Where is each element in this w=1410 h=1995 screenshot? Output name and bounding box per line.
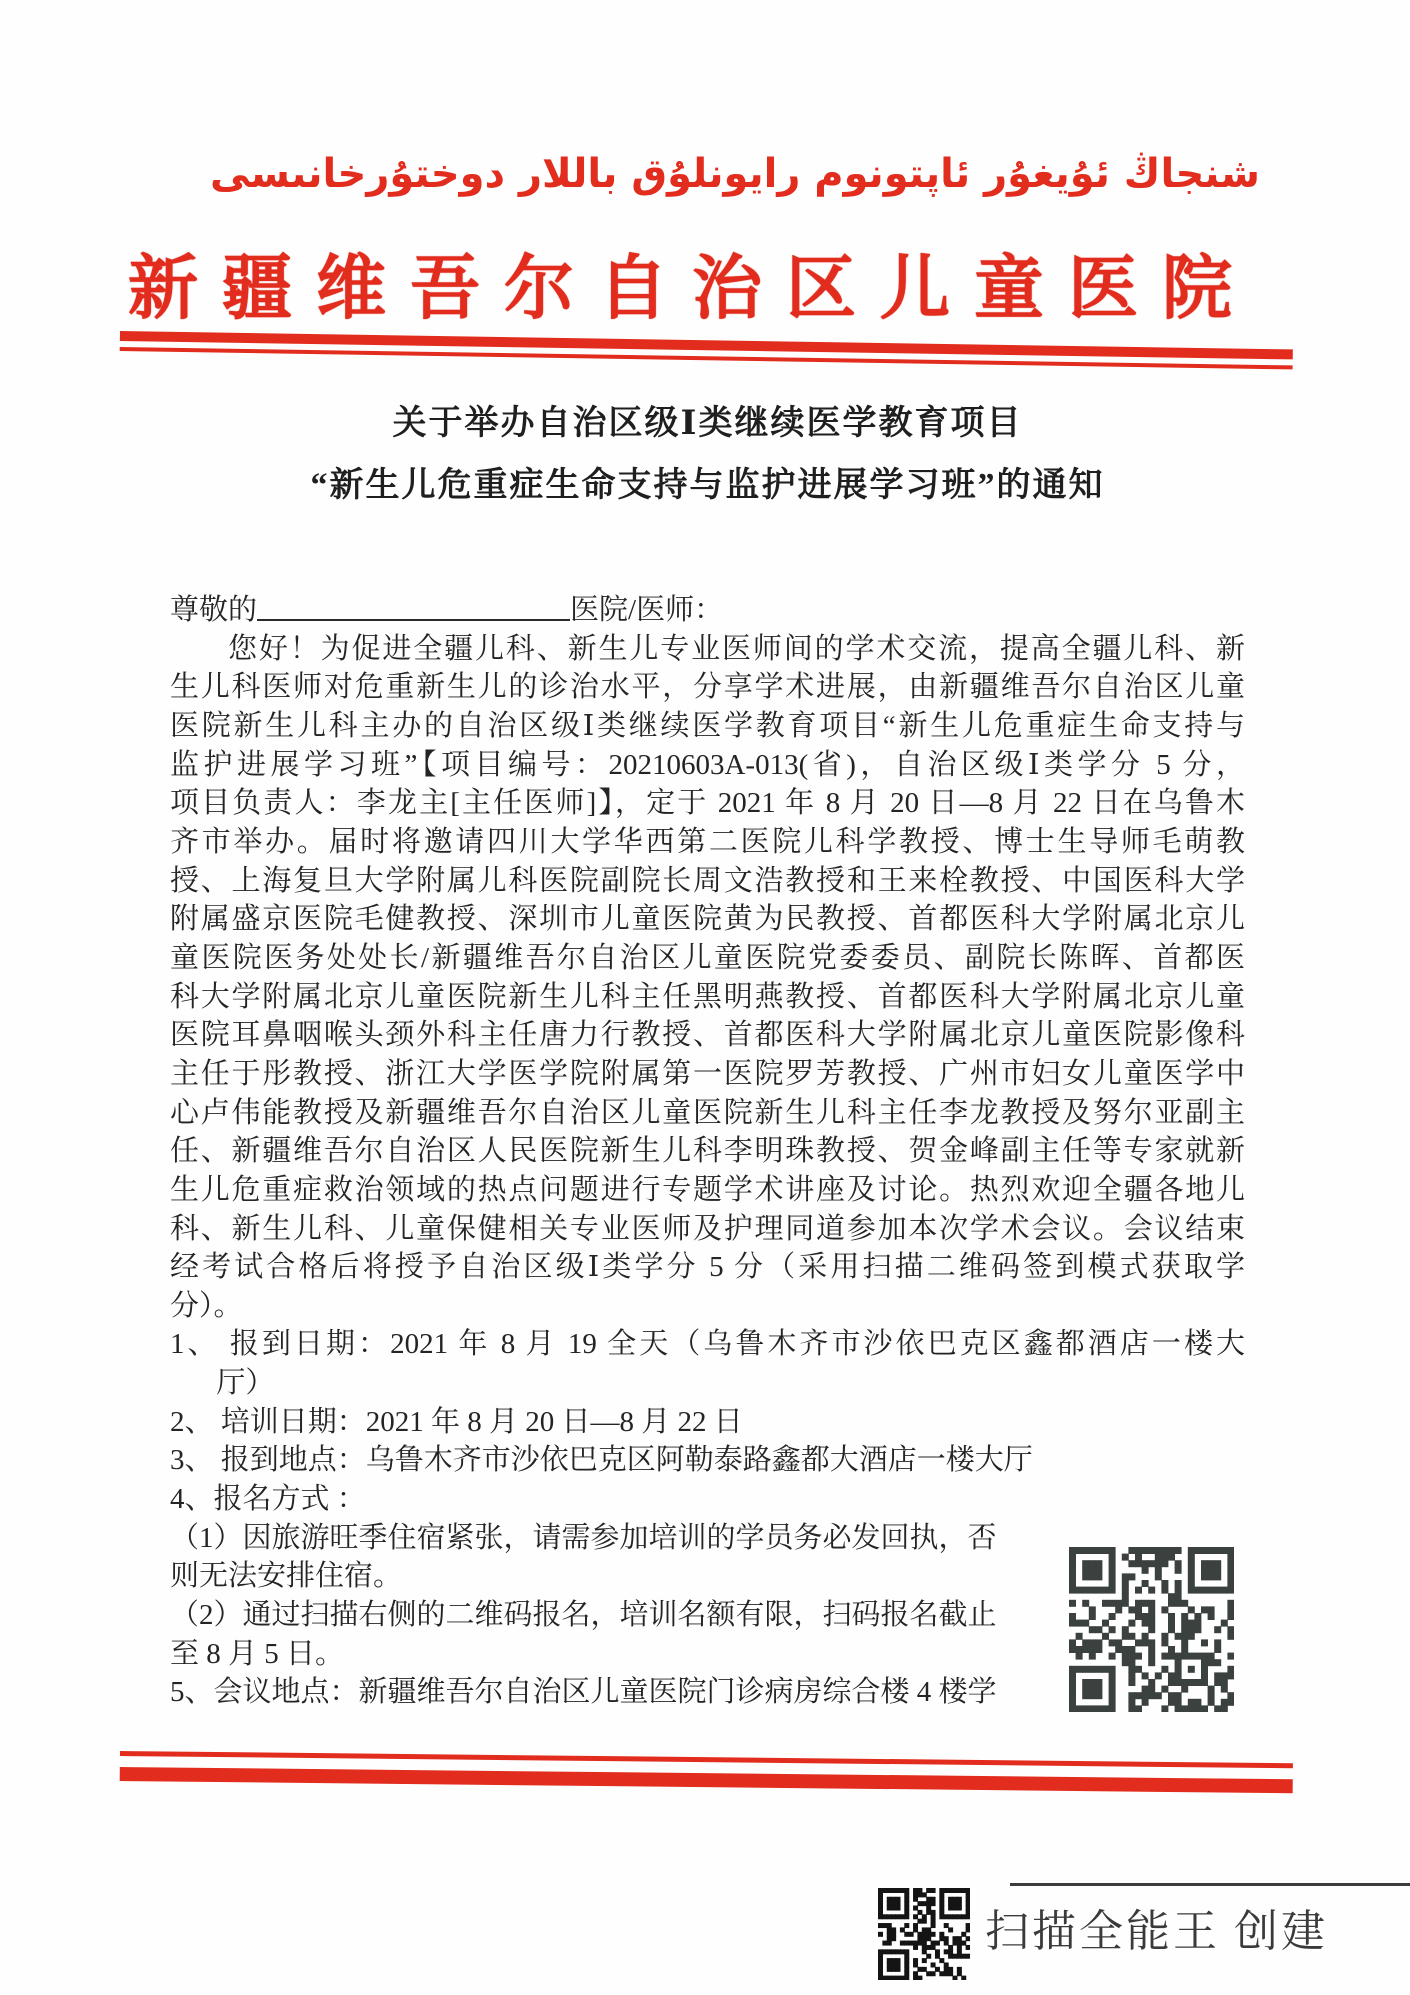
body-line: 您好！为促进全疆儿科、新生儿专业医师间的学术交流，提高全疆儿科、新 [228,632,1245,665]
page-footer-divider [120,1751,1293,1793]
camscanner-qr-code [878,1888,970,1980]
camscanner-creator-note: 扫描全能王 创建 [985,1907,1328,1956]
hospital-name-uyghur: شنجاڭ ئۇيغۇر ئاپتونوم رايونلۇق باللار دوختۇرخانىسى [210,151,1260,197]
body-line: 5、会议地点：新疆维吾尔自治区儿童医院门诊病房综合楼 4 楼学 [170,1676,997,1709]
salutation-line [170,588,1245,630]
body-line: 任、新疆维吾尔自治区人民医院新生儿科李明珠教授、贺金峰副主任等专家就新 [170,1135,1245,1168]
body-line: 生儿科医师对危重新生儿的诊治水平，分享学术进展，由新疆维吾尔自治区儿童 [170,671,1245,704]
body-line: 2、 培训日期：2021 年 8 月 20 日—8 月 22 日 [170,1405,743,1438]
body-line: 医院新生儿科主办的自治区级Ⅰ类继续医学教育项目“新生儿危重症生命支持与 [170,709,1245,742]
body-line: 3、 报到地点：乌鲁木齐市沙依巴克区阿勒泰路鑫都大酒店一楼大厅 [170,1444,1033,1477]
body-line: 分）。 [170,1289,243,1322]
salutation-prefix: 尊敬的 [170,594,258,626]
body-line: 生儿危重症救治领域的热点问题进行专题学术讲座及讨论。热烈欢迎全疆各地儿 [170,1173,1245,1206]
salutation-blank-underline [257,590,570,621]
body-line: （2）通过扫描右侧的二维码报名，培训名额有限，扫码报名截止 [170,1599,997,1632]
body-line: 至 8 月 5 日。 [170,1637,345,1670]
body-line: 主任于彤教授、浙江大学医学院附属第一医院罗芳教授、广州市妇女儿童医学中 [170,1057,1245,1090]
body-line: 则无法安排住宿。 [170,1560,403,1593]
body-line: 4、报名方式 ： [170,1483,366,1516]
body-line: 科、新生儿科、儿童保健相关专业医师及护理同道参加本次学术会议。会议结束 [170,1212,1245,1245]
body-line: （1）因旅游旺季住宿紧张，请需参加培训的学员务必发回执，否 [170,1521,997,1554]
salutation-suffix: 医院/医师： [570,594,724,626]
body-line: 授、上海复旦大学附属儿科医院副院长周文浩教授和王来栓教授、中国医科大学 [170,864,1245,897]
hospital-name-chinese: 新疆维吾尔自治区儿童医院 [128,251,1256,328]
body-line: 1、 报到日期：2021 年 8 月 19 全天（乌鲁木齐市沙依巴克区鑫都酒店一楼大 [170,1328,1245,1361]
body-line: 科大学附属北京儿童医院新生儿科主任黑明燕教授、首都医科大学附属北京儿童 [170,980,1245,1013]
body-line: 厅） [216,1367,275,1400]
document-title [150,402,1265,508]
scan-artifact-line [1010,1883,1410,1886]
body-line: 童医院医务处处长/新疆维吾尔自治区儿童医院党委委员、副院长陈晖、首都医 [170,941,1245,974]
registration-qr-code [1033,1519,1245,1724]
document-title-line1: 关于举办自治区级Ⅰ类继续医学教育项目 [392,405,1023,442]
body-line: 监护进展学习班”【项目编号：20210603A-013(省)，自治区级Ⅰ类学分 5 分， [170,748,1245,781]
letterhead-divider [120,331,1293,369]
body-line: 齐市举办。届时将邀请四川大学华西第二医院儿科学教授、博士生导师毛萌教 [170,825,1245,858]
body-line: 项目负责人：李龙主[主任医师]】，定于 2021 年 8 月 20 日—8 月 22 日在乌鲁木 [170,787,1245,820]
body-line: 经考试合格后将授予自治区级Ⅰ类学分 5 分（采用扫描二维码签到模式获取学 [170,1251,1245,1284]
document-title-line2: “新生儿危重症生命支持与监护进展学习班”的通知 [310,467,1105,504]
notice-body [170,588,1245,1724]
body-line: 附属盛京医院毛健教授、深圳市儿童医院黄为民教授、首都医科大学附属北京儿 [170,903,1245,936]
body-line: 医院耳鼻咽喉头颈外科主任唐力行教授、首都医科大学附属北京儿童医院影像科 [170,1019,1245,1052]
body-line: 心卢伟能教授及新疆维吾尔自治区儿童医院新生儿科主任李龙教授及努尔亚副主 [170,1096,1245,1129]
